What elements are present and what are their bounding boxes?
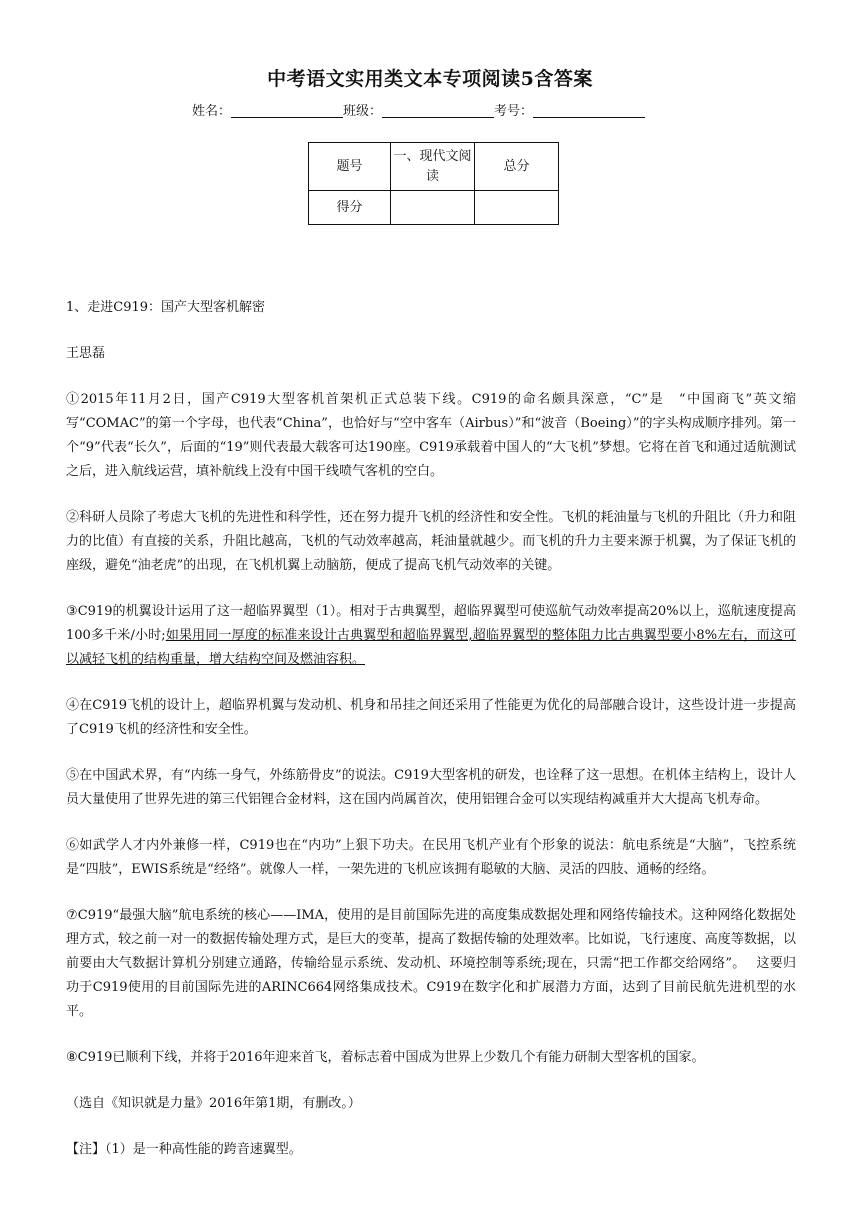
footnote (66, 1138, 796, 1162)
total-score-cell[interactable] (475, 191, 559, 225)
name-label: 姓名： (192, 104, 232, 119)
paragraph-4: ④在C919飞机的设计上，超临界机翼与发动机、机身和吊挂之间还采用了性能更为优化的局部融合设计，这些设计进一步提高了C919飞机的经济性和安全性。 (66, 698, 796, 737)
article-body (66, 296, 796, 1162)
paragraph-1: ①2015年11月2日，国产C919大型客机首架机正式总装下线。C919的命名颇具深意，“C”是 “中国商飞”英文缩写“COMAC”的第一个字母，也代表“China”，也恰好与“空中客车（Airbus）”和“波音（Boeing）”的字头构成顺序排列。第一个“9”代表“长久”，后面的“19”则代表最大载客可达190座。C919承载着中国人的“大飞机”梦想。它将在首飞和通过适航测试之后，进入航线运营，填补航线上没有中国干线喷气客机的空白。 (66, 392, 796, 479)
class-label: 班级： (343, 104, 383, 119)
paragraph-5: ⑤在中国武术界，有“内练一身气，外练筋骨皮”的说法。C919大型客机的研发，也诠释了这一思想。在机体主结构上，设计人员大量使用了世界先进的第三代铝锂合金材料，这在国内尚属首次，使用铝锂合金可以实现结构减重并大大提高飞机寿命。 (66, 768, 796, 807)
name-blank[interactable] (231, 103, 343, 118)
score-table-cell: 得分 (309, 191, 391, 225)
score-table-cell: 一、现代文阅读 (391, 143, 475, 191)
score-table (308, 142, 559, 225)
class-blank[interactable] (382, 103, 494, 118)
page-title: 中考语文实用类文本专项阅读5含答案 (267, 68, 593, 90)
paragraph-6: ⑥如武学人才内外兼修一样，C919也在“内功”上狠下功夫。在民用飞机产业有个形象的说法：航电系统是“大脑”，飞控系统是“四肢”，EWIS系统是“经络”。就像人一样，一架先进的飞机应该拥有聪敏的大脑、灵活的四肢、通畅的经络。 (66, 838, 796, 877)
paragraph-3-text: ③C919的机翼设计运用了这一超临界翼型（1）。相对于古典翼型，超临界翼型可使巡航气动效率提高20%以上，巡航速度提高100多千米/小时; (66, 604, 796, 643)
score-table-cell: 题号 (309, 143, 391, 191)
paragraph-2: ②科研人员除了考虑大飞机的先进性和科学性，还在努力提升飞机的经济性和安全性。飞机的耗油量与飞机的升阻比（升力和阻力的比值）有直接的关系，升阻比越高，飞机的气动效率越高，耗油量就越少。而飞机的升力主要来源于机翼，为了保证飞机的座级，避免“油老虎”的出现，在飞机机翼上动脑筋，便成了提高飞机气动效率的关键。 (66, 510, 796, 573)
exam-no-blank[interactable] (533, 103, 645, 118)
paragraph-3 (66, 600, 796, 672)
note-label: 【注】 (66, 1142, 106, 1157)
article-source: （选自《知识就是力量》2016年第1期，有删改。） (66, 1096, 361, 1111)
paragraph-7: ⑦C919“最强大脑”航电系统的核心——IMA，使用的是目前国际先进的高度集成数据处理和网络传输技术。这种网络化数据处理方式，较之前一对一的数据传输处理方式，是巨大的变革，提高了数据传输的处理效率。比如说，飞行速度、高度等数据，以前要由大气数据计算机分别建立通路，传输给显示系统、发动机、环境控制等系统;现在，只需“把工作都交给网络”。 这要归功于C919使用的目前国际先进的ARINC664网络集成技术。C919在数字化和扩展潜力方面，达到了目前民航先进机型的水平。 (66, 908, 796, 1019)
article-author: 王思磊 (66, 346, 106, 361)
question-title: 1、走进C919：国产大型客机解密 (66, 300, 266, 315)
score-table-cell: 总分 (475, 143, 559, 191)
note-text: （1）是一种高性能的跨音速翼型。 (105, 1142, 302, 1157)
score-table-header-row (309, 143, 559, 191)
score-input-cell[interactable] (391, 191, 475, 225)
student-info-line (192, 100, 645, 119)
underlined-sentence: 如果用同一厚度的标准来设计古典翼型和超临界翼型,超临界翼型的整体阻力比古典翼型要小8%左右，而这可以减轻飞机的结构重量，增大结构空间及燃油容积。 (66, 628, 796, 667)
score-table-score-row (309, 191, 559, 225)
exam-no-label: 考号： (494, 104, 534, 119)
paragraph-8: ⑧C919已顺利下线，并将于2016年迎来首飞，着标志着中国成为世界上少数几个有能力研制大型客机的国家。 (66, 1050, 705, 1065)
